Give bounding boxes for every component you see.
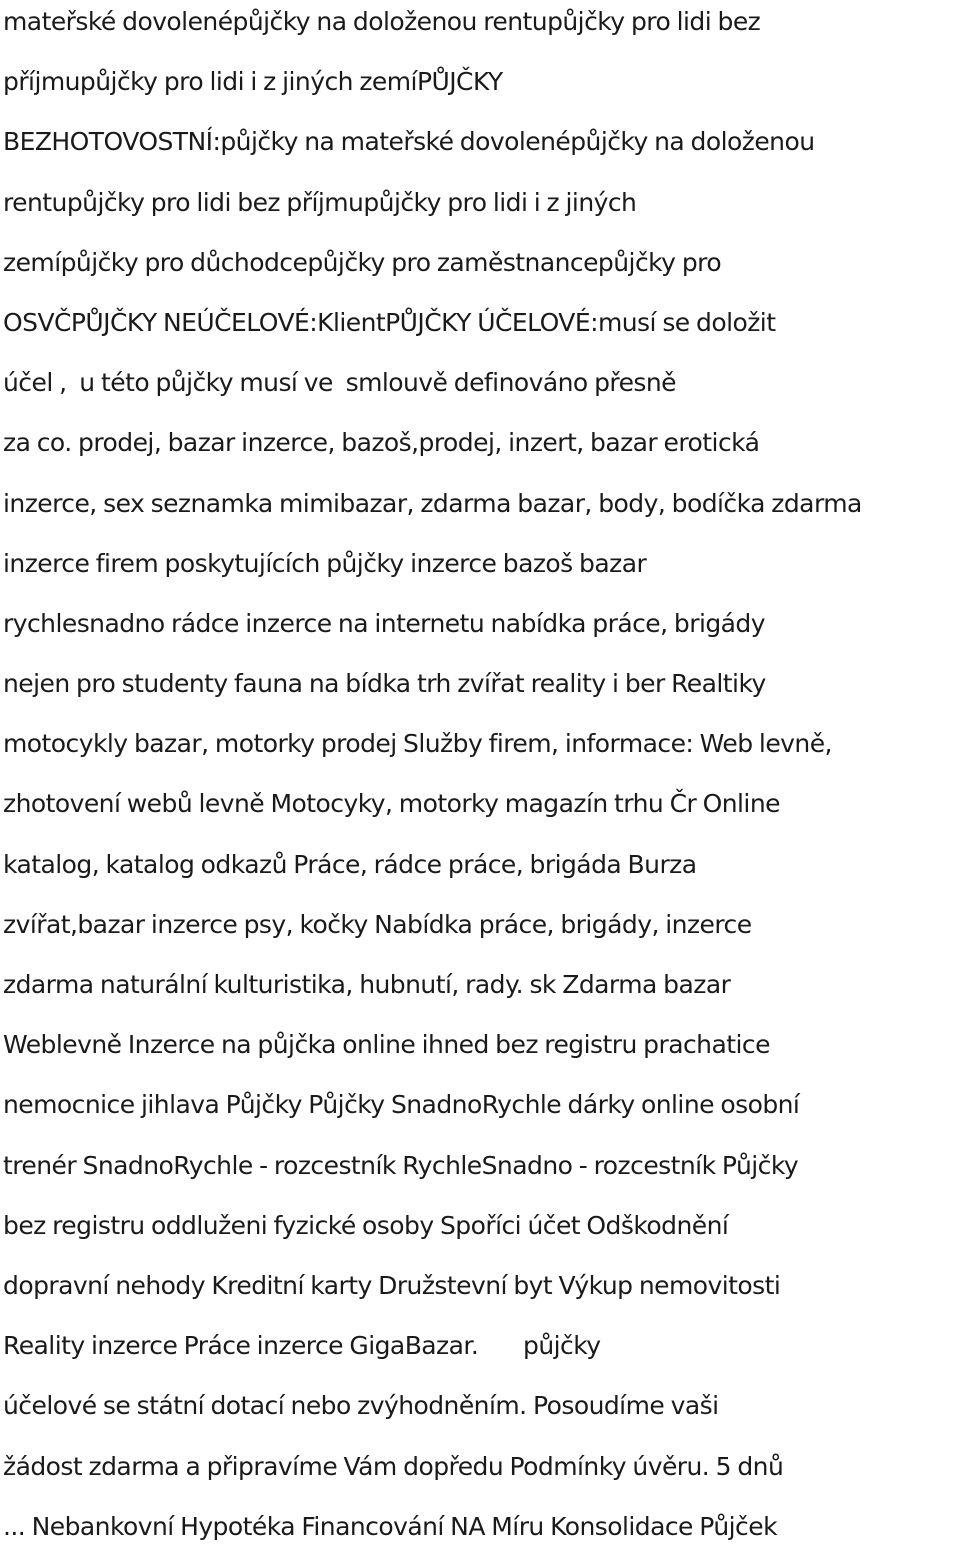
text-line: zemípůjčky pro důchodcepůjčky pro zaměstnancepůjčky pro — [3, 247, 722, 277]
text-line: Weblevně Inzerce na půjčka online ihned bez registru prachatice — [3, 1030, 770, 1060]
text-line: rentupůjčky pro lidi bez příjmupůjčky pro lidi i z jiných — [3, 187, 637, 217]
text-line: mateřské dovolenépůjčky na doloženou rentupůjčky pro lidi bez — [3, 7, 761, 36]
text-line: OSVČPŮJČKY NEÚČELOVÉ:KlientPŮJČKY ÚČELOVÉ:musí se doložit — [3, 307, 776, 337]
text-line: trenér SnadnoRychle - rozcestník RychleSnadno - rozcestník Půjčky — [3, 1150, 799, 1180]
text-line: bez registru oddluženi fyzické osoby Spoříci účet Odškodnění — [3, 1210, 729, 1240]
text-line: rychlesnadno rádce inzerce na internetu nabídka práce, brigády — [3, 608, 766, 638]
text-line: účel , u této půjčky musí ve smlouvě definováno přesně — [3, 368, 676, 398]
text-line: nejen pro studenty fauna na bídka trh zvířat reality i ber Realtiky — [3, 669, 766, 699]
text-line: inzerce, sex seznamka mimibazar, zdarma bazar, body, bodíčka zdarma — [3, 488, 862, 518]
text-line: BEZHOTOVOSTNÍ:půjčky na mateřské dovolenépůjčky na doloženou — [3, 127, 815, 157]
text-line: žádost zdarma a připravíme Vám dopředu Podmínky úvěru. 5 dnů — [3, 1451, 784, 1481]
text-line: zvířat,bazar inzerce psy, kočky Nabídka práce, brigády, inzerce — [3, 909, 752, 939]
text-line: účelové se státní dotací nebo zvýhodněním. Posoudíme vaši — [3, 1391, 719, 1421]
text-line: příjmupůjčky pro lidi i z jiných zemíPŮJČKY — [3, 67, 503, 97]
text-line: zhotovení webů levně Motocyky, motorky magazín trhu Čr Online — [3, 789, 780, 819]
text-line: inzerce firem poskytujících půjčky inzerce bazoš bazar — [3, 548, 647, 578]
text-line: zdarma naturální kulturistika, hubnutí, rady. sk Zdarma bazar — [3, 970, 731, 999]
text-line: motocykly bazar, motorky prodej Služby firem, informace: Web levně, — [3, 729, 832, 759]
text-line: ... Nebankovní Hypotéka Financování NA Míru Konsolidace Půjček — [3, 1511, 778, 1541]
text-line: nemocnice jihlava Půjčky Půjčky SnadnoRychle dárky online osobní — [3, 1090, 800, 1120]
text-line: dopravní nehody Kreditní karty Družstevní byt Výkup nemovitosti — [3, 1270, 781, 1300]
text-line: za co. prodej, bazar inzerce, bazoš,prodej, inzert, bazar erotická — [3, 428, 760, 458]
text-line: Reality inzerce Práce inzerce GigaBazar. půjčky — [3, 1331, 601, 1361]
text-line: katalog, katalog odkazů Práce, rádce práce, brigáda Burza — [3, 849, 697, 879]
